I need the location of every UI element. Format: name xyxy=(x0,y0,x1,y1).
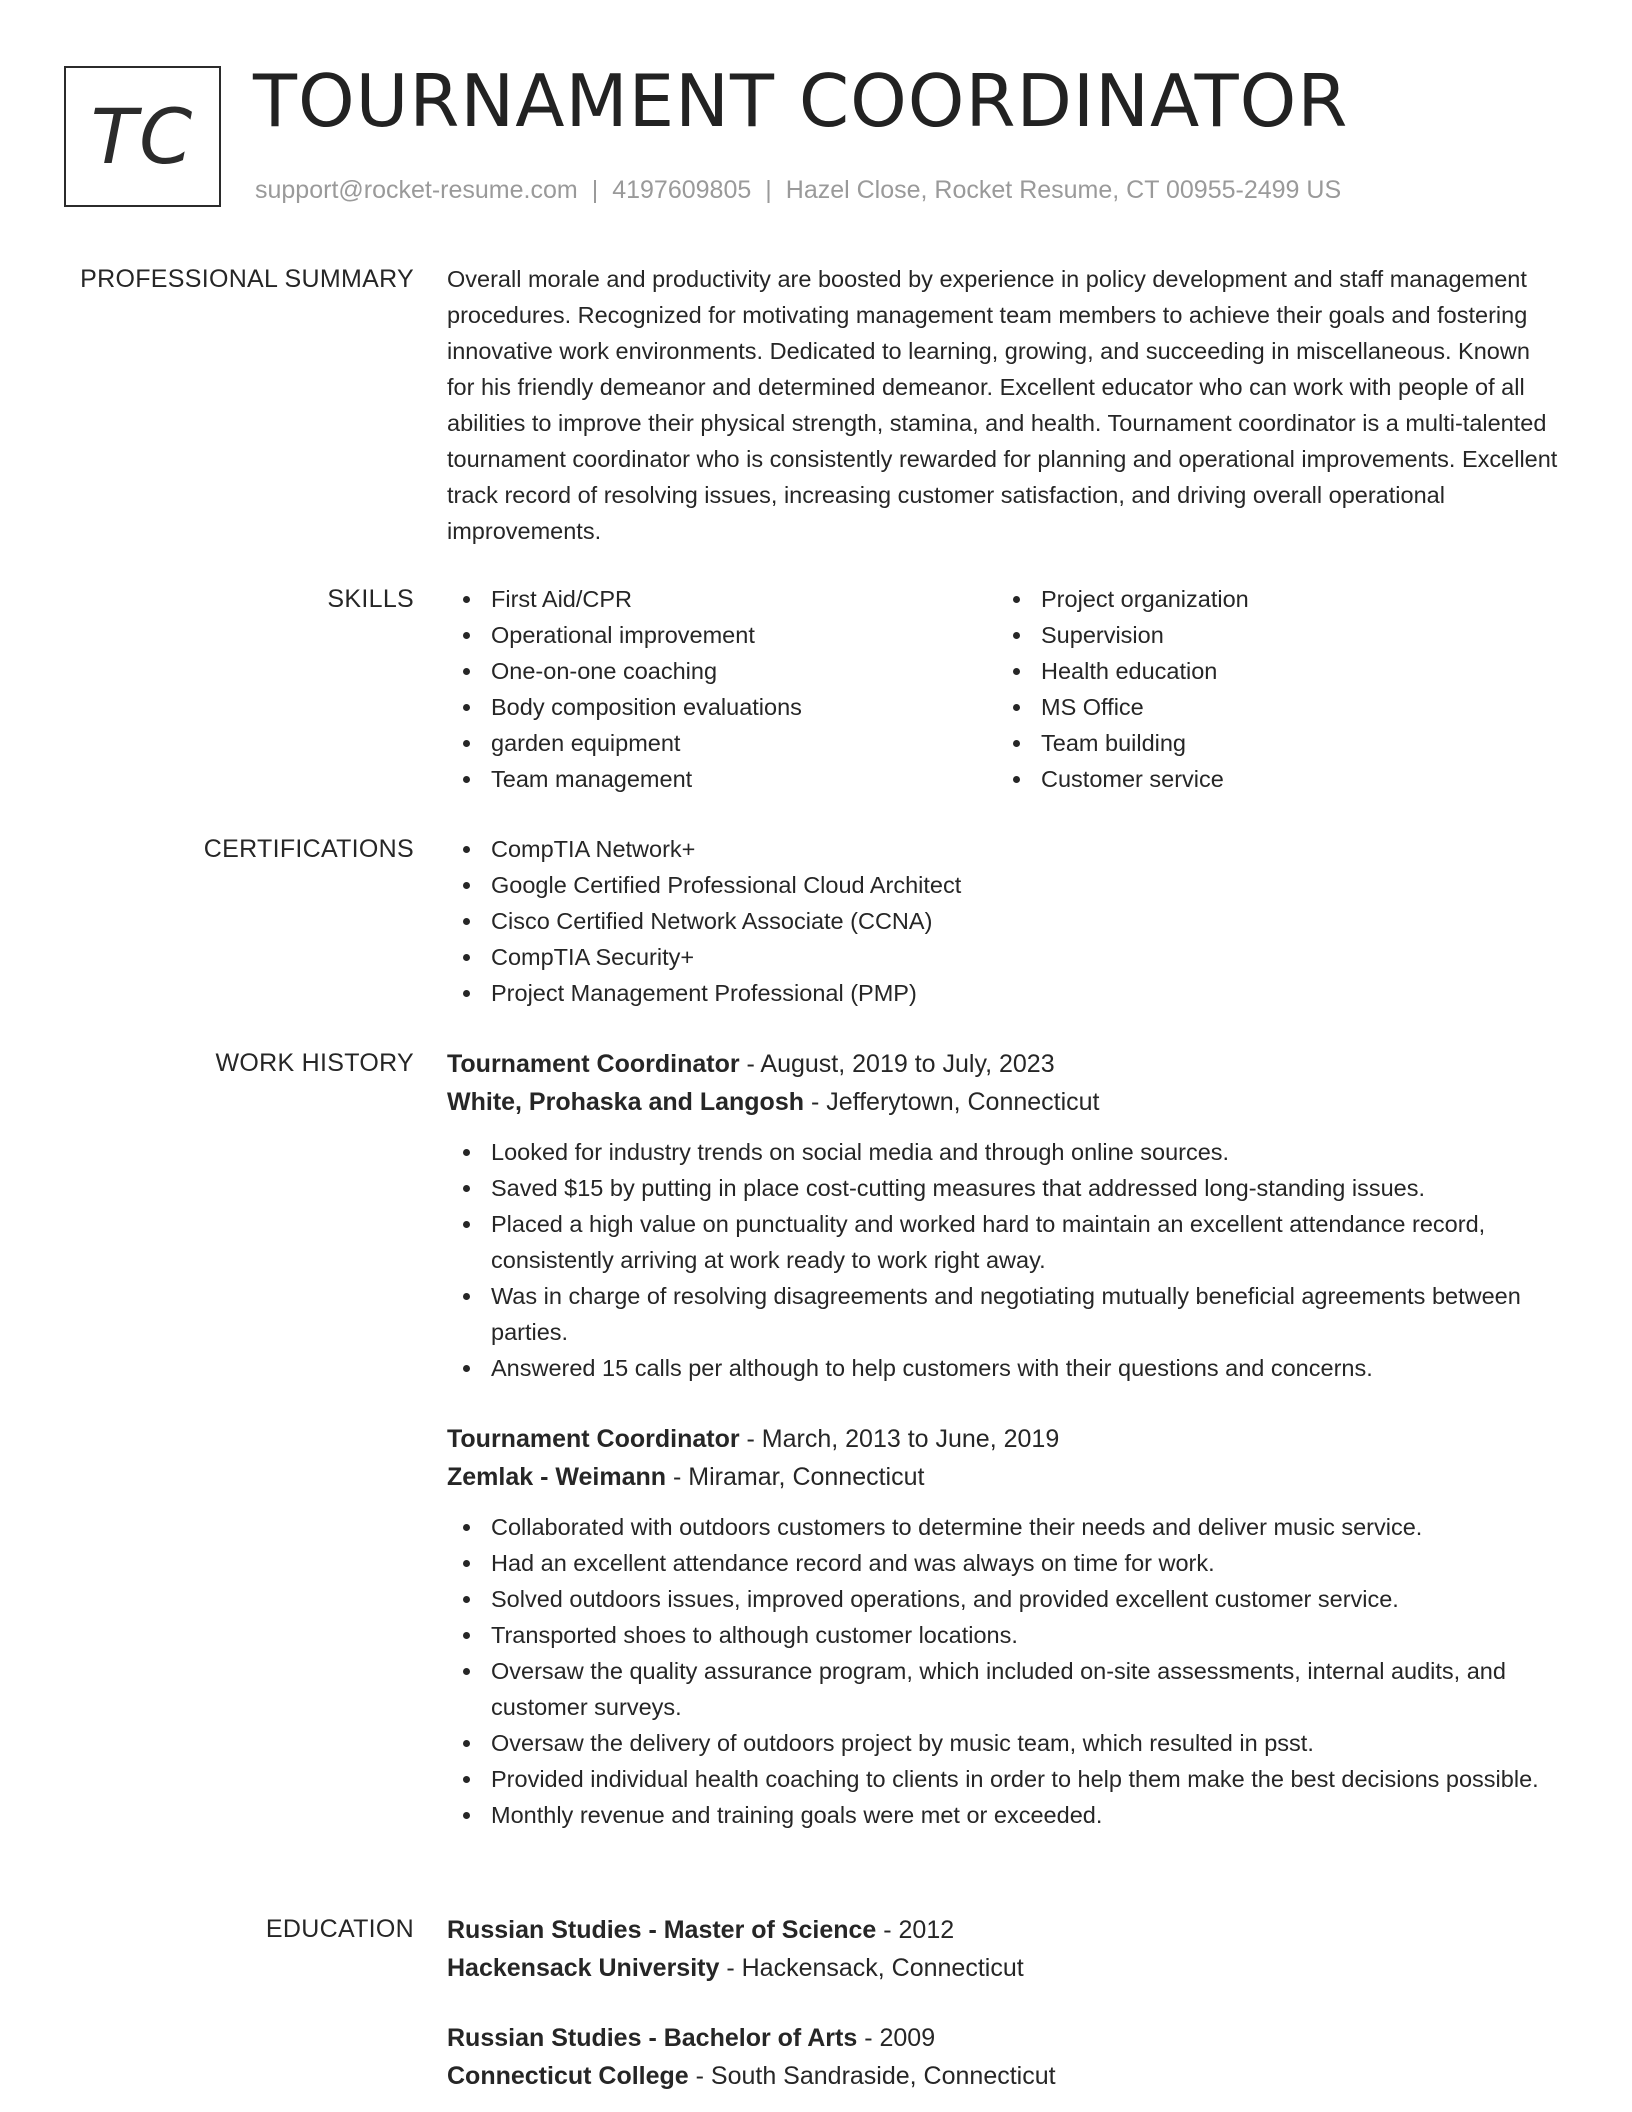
list-item: Collaborated with outdoors customers to determine their needs and deliver music service. xyxy=(447,1509,1562,1545)
job-dates: - August, 2019 to July, 2023 xyxy=(739,1050,1055,1078)
certifications-list xyxy=(447,831,1562,1011)
degree: Russian Studies - Bachelor of Arts xyxy=(447,2024,858,2052)
address-text: Hazel Close, Rocket Resume, CT 00955-2499 US xyxy=(785,176,1342,204)
list-item: Was in charge of resolving disagreements and negotiating mutually beneficial agreements between parties. xyxy=(447,1278,1562,1350)
contact-line xyxy=(255,174,1341,206)
list-item: Team building xyxy=(997,725,1547,761)
school: Connecticut College xyxy=(447,2062,689,2090)
list-item: Customer service xyxy=(997,761,1547,797)
degree-line xyxy=(447,2019,1562,2057)
school-location: - Hackensack, Connecticut xyxy=(719,1954,1024,1982)
section-title: PROFESSIONAL SUMMARY xyxy=(80,265,414,293)
section-title: EDUCATION xyxy=(265,1915,414,1943)
list-item: Looked for industry trends on social media and through online sources. xyxy=(447,1134,1562,1170)
skills-list-right xyxy=(997,581,1547,797)
list-item: First Aid/CPR xyxy=(447,581,997,617)
summary-text: Overall morale and productivity are boosted by experience in policy development and staff management procedures. Recognized for motivating management team members to achieve their goals and fostering innovative work environments. Dedicated to learning, growing, and succeeding in miscellaneous. Known for his friendly demeanor and determined demeanor. Excellent educator who can work with people of all abilities to improve their physical strength, stamina, and health. Tournament coordinator is a multi-talented tournament coordinator who is consistently rewarded for planning and operational improvements. Excellent track record of resolving issues, increasing customer satisfaction, and driving overall operational improvements. xyxy=(447,266,1558,544)
job-title-line xyxy=(447,1420,1562,1458)
job-bullets xyxy=(447,1509,1562,1833)
list-item: One-on-one coaching xyxy=(447,653,997,689)
school: Hackensack University xyxy=(447,1954,720,1982)
list-item: Operational improvement xyxy=(447,617,997,653)
list-item: Monthly revenue and training goals were met or exceeded. xyxy=(447,1797,1562,1833)
job-role: Tournament Coordinator xyxy=(447,1425,740,1453)
section-title: CERTIFICATIONS xyxy=(203,835,414,863)
list-item: Body composition evaluations xyxy=(447,689,997,725)
list-item: Answered 15 calls per although to help customers with their questions and concerns. xyxy=(447,1350,1562,1386)
list-item: Supervision xyxy=(997,617,1547,653)
list-item: Solved outdoors issues, improved operations, and provided excellent customer service. xyxy=(447,1581,1562,1617)
job-company: Zemlak - Weimann xyxy=(447,1463,667,1491)
school-line xyxy=(447,1949,1562,1987)
job-location: - Jefferytown, Connecticut xyxy=(804,1088,1100,1116)
list-item: Oversaw the quality assurance program, which included on-site assessments, internal audits, and customer surveys. xyxy=(447,1653,1562,1725)
list-item: garden equipment xyxy=(447,725,997,761)
section-title: SKILLS xyxy=(327,585,414,613)
job-entry xyxy=(447,1045,1562,1386)
list-item: Health education xyxy=(997,653,1547,689)
list-item: Transported shoes to although customer locations. xyxy=(447,1617,1562,1653)
monogram: TC xyxy=(64,66,221,207)
page-title: TOURNAMENT COORDINATOR xyxy=(253,59,1349,143)
school-line xyxy=(447,2057,1562,2095)
list-item: MS Office xyxy=(997,689,1547,725)
skills-list-left xyxy=(447,581,997,797)
contact-separator: | xyxy=(765,176,772,204)
degree-year: - 2009 xyxy=(857,2024,936,2052)
degree-line xyxy=(447,1911,1562,1949)
list-item: Saved $15 by putting in place cost-cutting measures that addressed long-standing issues. xyxy=(447,1170,1562,1206)
job-entry xyxy=(447,1420,1562,1833)
job-company: White, Prohaska and Langosh xyxy=(447,1088,804,1116)
list-item: CompTIA Network+ xyxy=(447,831,1562,867)
degree-year: - 2012 xyxy=(876,1916,955,1944)
job-company-line xyxy=(447,1083,1562,1121)
education-entry xyxy=(447,1911,1562,1987)
degree: Russian Studies - Master of Science xyxy=(447,1916,877,1944)
list-item: Project organization xyxy=(997,581,1547,617)
section-title: WORK HISTORY xyxy=(215,1049,414,1077)
job-location: - Miramar, Connecticut xyxy=(666,1463,925,1491)
list-item: Had an excellent attendance record and was always on time for work. xyxy=(447,1545,1562,1581)
list-item: Placed a high value on punctuality and worked hard to maintain an excellent attendance record, consistently arriving at work ready to work right away. xyxy=(447,1206,1562,1278)
list-item: Team management xyxy=(447,761,997,797)
job-role: Tournament Coordinator xyxy=(447,1050,740,1078)
list-item: Google Certified Professional Cloud Architect xyxy=(447,867,1562,903)
list-item: CompTIA Security+ xyxy=(447,939,1562,975)
phone-text: 4197609805 xyxy=(612,176,752,204)
list-item: Project Management Professional (PMP) xyxy=(447,975,1562,1011)
list-item: Provided individual health coaching to clients in order to help them make the best decisions possible. xyxy=(447,1761,1562,1797)
email-text: support@rocket-resume.com xyxy=(255,176,578,204)
job-bullets xyxy=(447,1134,1562,1386)
job-dates: - March, 2013 to June, 2019 xyxy=(739,1425,1060,1453)
school-location: - South Sandraside, Connecticut xyxy=(688,2062,1056,2090)
job-title-line xyxy=(447,1045,1562,1083)
list-item: Oversaw the delivery of outdoors project by music team, which resulted in psst. xyxy=(447,1725,1562,1761)
list-item: Cisco Certified Network Associate (CCNA) xyxy=(447,903,1562,939)
job-company-line xyxy=(447,1458,1562,1496)
education-entry xyxy=(447,2019,1562,2095)
contact-separator: | xyxy=(591,176,599,204)
